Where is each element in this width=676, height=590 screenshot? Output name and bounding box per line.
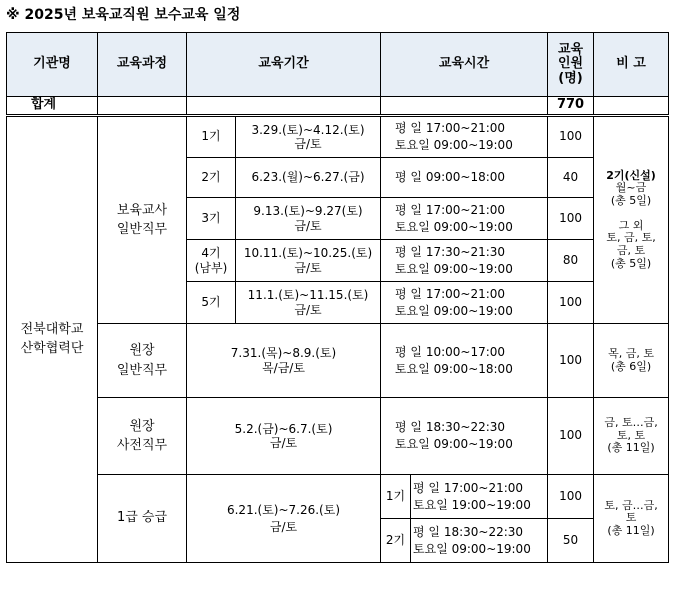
time-line: 평 일 17:00~21:00 — [413, 480, 524, 495]
term-cell: 1기 — [187, 116, 236, 158]
count-cell: 100 — [548, 116, 594, 158]
period-cell: 6.23.(월)~6.27.(금) — [236, 158, 381, 198]
time-cell — [381, 240, 548, 282]
count-cell: 100 — [548, 198, 594, 240]
time-line: 토요일 19:00~19:00 — [413, 497, 531, 512]
header-time: 교육시간 — [381, 33, 548, 97]
term-cell: 5기 — [187, 282, 236, 324]
time-line: 평 일 17:00~21:00 — [395, 121, 506, 136]
time-cell — [381, 198, 548, 240]
period-cell: 7.31.(목)~8.9.(토) 목/금/토 — [187, 324, 381, 398]
time-line: 토요일 09:00~19:00 — [395, 261, 513, 276]
header-course: 교육과정 — [98, 33, 187, 97]
header-note: 비 고 — [594, 33, 669, 97]
time-line: 평 일 18:30~22:30 — [395, 420, 506, 435]
total-empty-cell — [98, 97, 187, 116]
time-line: 평 일 09:00~18:00 — [395, 170, 506, 185]
count-cell: 100 — [548, 475, 594, 519]
note-header: 2기(신설) — [606, 168, 656, 182]
term-cell: 4기 (남부) — [187, 240, 236, 282]
time-line: 평 일 17:00~21:00 — [395, 202, 506, 217]
total-empty-cell — [594, 97, 669, 116]
period-cell: 3.29.(토)~4.12.(토) 금/토 — [236, 116, 381, 158]
time-line: 토요일 09:00~19:00 — [395, 219, 513, 234]
time-line: 토요일 09:00~19:00 — [395, 138, 513, 152]
term-cell: 2기 — [187, 158, 236, 198]
page-title: ※ 2025년 보육교직원 보수교육 일정 — [6, 7, 241, 23]
note-cell: 목, 금, 토 (총 6일) — [594, 324, 669, 398]
count-cell: 100 — [548, 398, 594, 475]
time-line: 평 일 17:00~21:00 — [395, 286, 506, 301]
course-name: 보육교사 일반직무 — [98, 116, 187, 324]
time-line: 토요일 09:00~19:00 — [395, 437, 513, 451]
total-row — [7, 97, 669, 116]
time-line: 평 일 18:30~22:30 — [413, 524, 524, 539]
count-cell: 50 — [548, 519, 594, 563]
table-row — [7, 116, 669, 158]
total-label: 합계 — [7, 97, 98, 116]
time-cell — [381, 398, 548, 475]
period-cell: 9.13.(토)~9.27(토) 금/토 — [236, 198, 381, 240]
schedule-table — [6, 32, 669, 563]
time-cell — [381, 324, 548, 398]
time-line: 토요일 09:00~19:00 — [395, 303, 513, 318]
term-cell: 1기 — [381, 475, 411, 519]
org-name: 전북대학교 산학협력단 — [7, 116, 98, 563]
header-period: 교육기간 — [187, 33, 381, 97]
period-cell: 6.21.(토)~7.26.(토) 금/토 — [187, 475, 381, 563]
table-row — [7, 475, 669, 519]
total-count: 770 — [548, 97, 594, 116]
count-cell: 100 — [548, 282, 594, 324]
time-line: 평 일 10:00~17:00 — [395, 344, 506, 359]
total-empty-cell — [187, 97, 381, 116]
note-cell: 금, 토…금, 토, 토 (총 11일) — [594, 398, 669, 475]
table-row — [7, 324, 669, 398]
total-empty-cell — [381, 97, 548, 116]
count-cell: 80 — [548, 240, 594, 282]
table-row — [7, 398, 669, 475]
time-line: 평 일 17:30~21:30 — [395, 244, 506, 259]
period-cell: 5.2.(금)~6.7.(토) 금/토 — [187, 398, 381, 475]
header-org: 기관명 — [7, 33, 98, 97]
time-cell — [381, 158, 548, 198]
header-row — [7, 33, 669, 97]
period-cell: 11.1.(토)~11.15.(토) 금/토 — [236, 282, 381, 324]
time-line: 토요일 09:00~18:00 — [395, 361, 513, 376]
count-cell: 40 — [548, 158, 594, 198]
header-count: 교육 인원 (명) — [548, 33, 594, 97]
time-cell — [411, 475, 548, 519]
time-cell — [381, 116, 548, 158]
term-cell: 2기 — [381, 519, 411, 563]
count-cell: 100 — [548, 324, 594, 398]
note-cell: 토, 금…금, 토 (총 11일) — [594, 475, 669, 563]
note-line: 그 외 토, 금, 토, 금, 토 (총 5일) — [606, 218, 656, 270]
time-cell — [411, 519, 548, 563]
note-cell — [594, 116, 669, 324]
period-cell: 10.11.(토)~10.25.(토) 금/토 — [236, 240, 381, 282]
time-line: 토요일 09:00~19:00 — [413, 541, 531, 556]
note-line: 월~금 (총 5일) — [610, 181, 652, 208]
course-name: 원장 일반직무 — [98, 324, 187, 398]
time-cell — [381, 282, 548, 324]
course-name: 1급 승급 — [98, 475, 187, 563]
term-cell: 3기 — [187, 198, 236, 240]
course-name: 원장 사전직무 — [98, 398, 187, 475]
